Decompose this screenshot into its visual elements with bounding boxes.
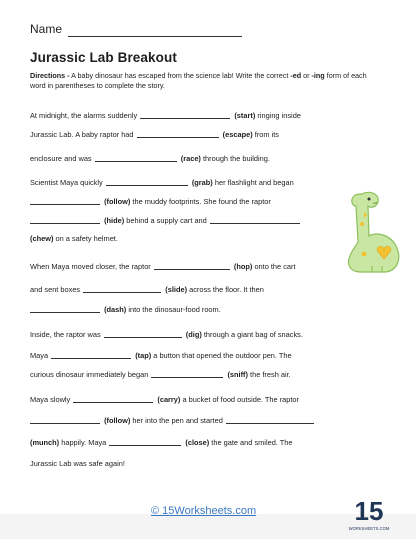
verb-prompt: (dash) bbox=[104, 305, 127, 314]
story-text: Scientist Maya quickly bbox=[30, 178, 103, 187]
story-text: behind a supply cart and bbox=[126, 216, 207, 225]
story-text: Jurassic Lab was safe again! bbox=[30, 459, 125, 468]
story-text: Jurassic Lab. A baby raptor had bbox=[30, 130, 134, 139]
story-line bbox=[30, 459, 125, 469]
answer-blank[interactable] bbox=[210, 215, 300, 224]
answer-blank[interactable] bbox=[151, 369, 223, 378]
verb-prompt: (sniff) bbox=[227, 370, 248, 379]
story-line bbox=[30, 110, 301, 121]
story-text: curious dinosaur immediately began bbox=[30, 370, 149, 379]
logo-text: WORKSHEETS.COM bbox=[348, 526, 390, 531]
story-text: her into the pen and started bbox=[132, 416, 223, 425]
story-line bbox=[30, 329, 303, 340]
verb-prompt: (chew) bbox=[30, 234, 54, 243]
story-text: ringing inside bbox=[257, 111, 301, 120]
verb-prompt: (escape) bbox=[222, 130, 253, 139]
story-line bbox=[30, 261, 296, 272]
directions-lead: Directions - bbox=[30, 71, 70, 80]
story-line bbox=[30, 177, 294, 188]
answer-blank[interactable] bbox=[137, 129, 219, 138]
story-text: Maya slowly bbox=[30, 395, 71, 404]
story-text: the gate and smiled. The bbox=[211, 438, 293, 447]
story-text: At midnight, the alarms suddenly bbox=[30, 111, 138, 120]
logo-number: 15 bbox=[354, 496, 384, 526]
worksheet-title: Jurassic Lab Breakout bbox=[30, 50, 177, 65]
answer-blank[interactable] bbox=[106, 177, 188, 186]
story-line bbox=[30, 415, 316, 426]
answer-blank[interactable] bbox=[30, 215, 100, 224]
directions bbox=[30, 71, 380, 91]
story-line bbox=[30, 369, 291, 380]
verb-prompt: (grab) bbox=[191, 178, 213, 187]
story-text: the fresh air. bbox=[250, 370, 291, 379]
story-text: through a giant bag of snacks. bbox=[203, 330, 303, 339]
answer-blank[interactable] bbox=[104, 329, 182, 338]
story-line bbox=[30, 284, 264, 295]
directions-ed: -ed bbox=[290, 71, 302, 80]
verb-prompt: (hop) bbox=[233, 262, 253, 271]
answer-blank[interactable] bbox=[30, 304, 100, 313]
answer-blank[interactable] bbox=[83, 284, 161, 293]
story-line bbox=[30, 304, 221, 315]
story-line bbox=[30, 350, 292, 361]
story-text: When Maya moved closer, the raptor bbox=[30, 262, 151, 271]
verb-prompt: (close) bbox=[185, 438, 210, 447]
story-text: from its bbox=[254, 130, 279, 139]
verb-prompt: (hide) bbox=[104, 216, 125, 225]
story-text: the muddy footprints. She found the raptor bbox=[132, 197, 271, 206]
verb-prompt: (follow) bbox=[104, 416, 131, 425]
story-line bbox=[30, 153, 270, 164]
verb-prompt: (follow) bbox=[104, 197, 131, 206]
story-text: into the dinosaur-food room. bbox=[128, 305, 221, 314]
dinosaur-illustration bbox=[342, 190, 404, 274]
story-line bbox=[30, 394, 299, 405]
verb-prompt: (slide) bbox=[165, 285, 188, 294]
directions-text-1: A baby dinosaur has escaped from the science lab! Write the correct bbox=[69, 71, 291, 80]
footer-site-link[interactable]: © 15Worksheets.com bbox=[151, 505, 257, 517]
story-line bbox=[30, 129, 279, 140]
story-text: through the building. bbox=[202, 154, 270, 163]
verb-prompt: (race) bbox=[180, 154, 201, 163]
answer-blank[interactable] bbox=[154, 261, 230, 270]
answer-blank[interactable] bbox=[30, 196, 100, 205]
answer-blank[interactable] bbox=[30, 415, 100, 424]
directions-ing: -ing bbox=[311, 71, 325, 80]
story-text: and sent boxes bbox=[30, 285, 81, 294]
answer-blank[interactable] bbox=[109, 437, 181, 446]
story-line bbox=[30, 437, 293, 448]
story-text: Maya bbox=[30, 351, 49, 360]
story-text: on a safety helmet. bbox=[55, 234, 118, 243]
answer-blank[interactable] bbox=[226, 415, 314, 424]
story-text: Inside, the raptor was bbox=[30, 330, 101, 339]
name-label: Name bbox=[30, 22, 63, 36]
verb-prompt: (carry) bbox=[157, 395, 181, 404]
story-text: enclosure and was bbox=[30, 154, 92, 163]
name-field-line[interactable] bbox=[68, 36, 242, 37]
directions-text-2: or bbox=[301, 71, 312, 80]
verb-prompt: (dig) bbox=[185, 330, 202, 339]
story-line bbox=[30, 234, 118, 244]
verb-prompt: (tap) bbox=[135, 351, 152, 360]
answer-blank[interactable] bbox=[51, 350, 131, 359]
story-line bbox=[30, 196, 271, 207]
story-text: her flashlight and began bbox=[214, 178, 294, 187]
verb-prompt: (munch) bbox=[30, 438, 60, 447]
story-line bbox=[30, 215, 302, 226]
story-text: a bucket of food outside. The raptor bbox=[182, 395, 299, 404]
answer-blank[interactable] bbox=[73, 394, 153, 403]
directions-text-3: form of each word in parentheses to complete the story. bbox=[30, 71, 367, 90]
answer-blank[interactable] bbox=[95, 153, 177, 162]
15worksheets-logo bbox=[348, 492, 390, 534]
answer-blank[interactable] bbox=[140, 110, 230, 119]
story-text: across the floor. It then bbox=[189, 285, 264, 294]
story-text: happily. Maya bbox=[61, 438, 107, 447]
story-text: a button that opened the outdoor pen. The bbox=[153, 351, 292, 360]
story-text: onto the cart bbox=[254, 262, 296, 271]
verb-prompt: (start) bbox=[234, 111, 256, 120]
